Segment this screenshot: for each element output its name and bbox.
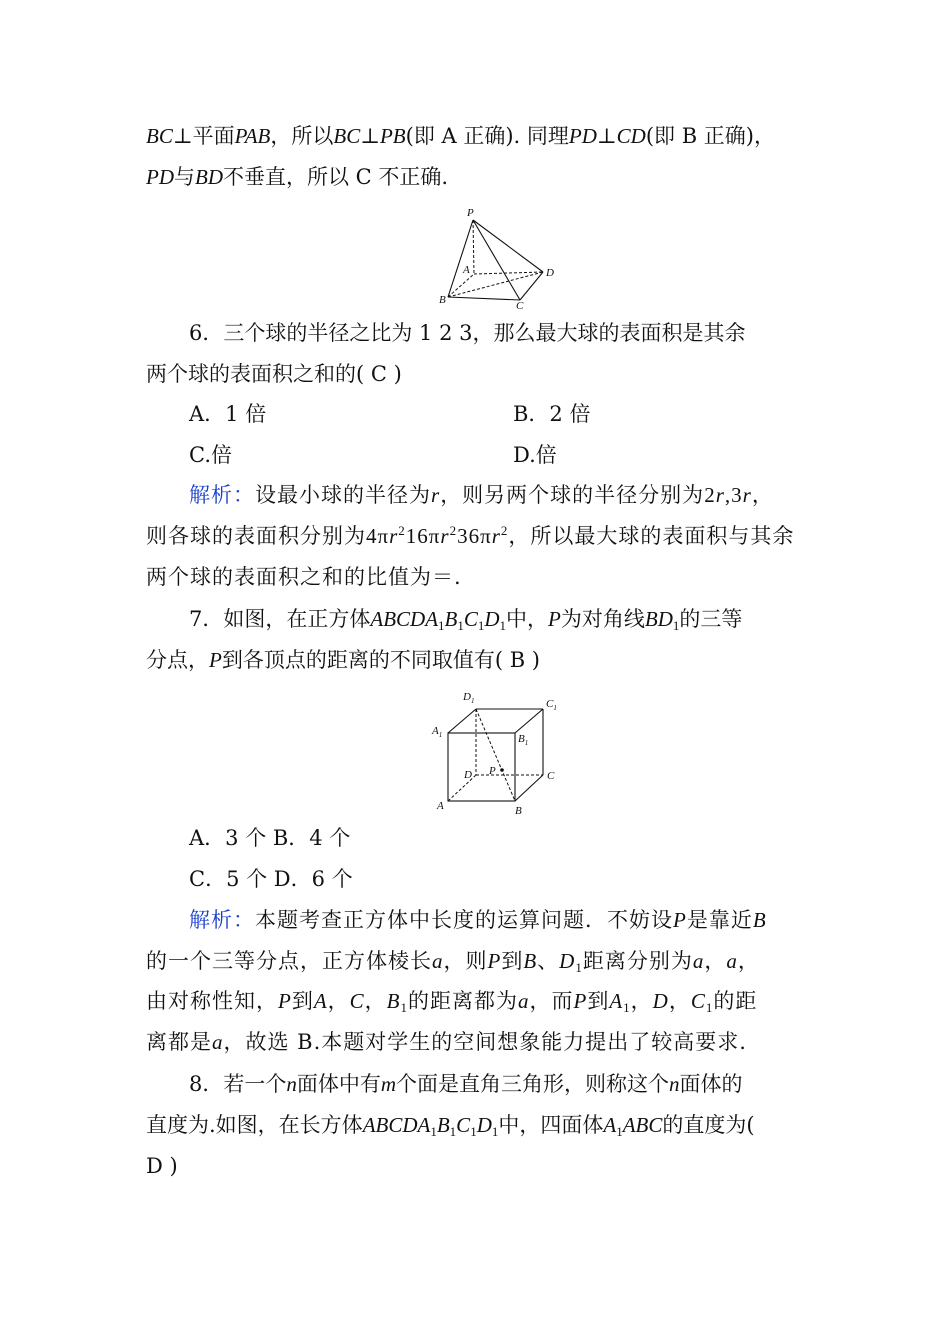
label-C: C [516,300,524,310]
math-A: A [603,1113,617,1137]
math-ABCDA: ABCDA [370,607,439,631]
math-BD: BD [195,165,223,189]
text: 的三等 [679,607,743,631]
math-sup: 2 [398,523,406,538]
math-D: D [559,949,576,973]
pyramid-figure [430,205,560,310]
label-D: D [464,769,472,781]
edge-CD [520,272,543,300]
text: ， [751,483,774,507]
math-sub: 1 [499,618,507,633]
math-A: A [609,989,624,1013]
q6-option-d: D.倍 [513,443,557,467]
text: 由对称性知， [146,989,278,1013]
q7-options-ab: A．3 个 B．4 个 [189,826,351,850]
text: ， [668,989,691,1013]
math-D: D [476,1113,492,1137]
math-sub: 1 [575,960,583,975]
text: 面体中有 [296,1072,381,1096]
math-BC: BC [146,124,173,148]
math-sub: 1 [449,1124,457,1139]
math-C: C [349,989,365,1013]
math-a: a [692,949,705,973]
math-a: a [726,949,738,973]
label-A: A [463,264,470,276]
text: ，所以 [270,124,334,148]
q6-stem-line-2: 两个球的表面积之和的( C ) [146,362,402,386]
text: ⊥ [596,124,617,148]
math-sub: 1 [623,1000,631,1015]
math-sub: 1 [672,618,680,633]
edge-AD [474,272,543,274]
math-P: P [209,648,222,672]
q7-stem-line-2 [146,645,540,675]
math-ABC: ABC [622,1113,663,1137]
math-2: 2 [704,483,716,507]
text: 分点， [146,648,209,672]
math-BD: BD [644,607,673,631]
q6-stem-line-1: 6．三个球的半径之比为 1 2 3，那么最大球的表面积是其余 [189,321,746,345]
text: ⊥平面 [172,124,235,148]
math-16pi: 16π [405,524,441,548]
math-n: n [669,1072,680,1096]
text: 中，四面体 [498,1113,604,1137]
math-m: m [380,1072,397,1096]
math-3: ,3 [724,483,743,507]
text: 中， [506,607,549,631]
text: ，故选 B.本题对学生的空间想象能力提出了较高要求. [223,1030,747,1054]
q6-solution-line-3: 两个球的表面积之和的比值为＝. [146,565,462,589]
math-n: n [286,1072,297,1096]
math-r: r [389,524,399,548]
label-B: B [515,805,522,817]
math-PD: PD [568,124,597,148]
math-r: r [491,524,501,548]
diagonal-BD1 [476,709,515,801]
front-face [448,733,515,801]
solution-label: 解析： [189,483,255,507]
q7-solution-line-2 [146,946,760,976]
text: 则各球的表面积分别为 [146,524,366,548]
text: 设最小球的半径为 [255,483,431,507]
text: ， [630,989,653,1013]
q7-options-cd: C．5 个 D．6 个 [189,867,353,891]
text: 、 [537,949,560,973]
text: 为对角线 [560,607,645,631]
math-sub: 1 [457,618,464,633]
point-P [500,768,504,772]
text: ，而 [529,989,574,1013]
solution-label: 解析： [189,908,255,932]
math-B: B [752,908,767,932]
math-P: P [573,989,588,1013]
math-r: r [742,483,752,507]
math-P: P [548,607,561,631]
label-C: C [547,770,555,782]
math-r: r [440,524,450,548]
text: 到 [587,989,610,1013]
math-4pi: 4π [366,524,390,548]
math-PB: PB [379,124,406,148]
text: 离都是 [146,1030,212,1054]
q7-solution-line-4 [146,1027,747,1057]
text: ，所以最大球的表面积与其余 [508,524,795,548]
math-P: P [673,908,687,932]
q7-solution-line-1 [189,905,767,935]
q8-stem-line-3: D ) [146,1154,178,1178]
math-P: P [487,949,502,973]
text: ， [704,949,727,973]
text: ， [364,989,387,1013]
text: 面体的 [679,1072,743,1096]
math-sub: 1 [438,618,445,633]
label-D: D [546,267,554,279]
text: (即 A 正确). 同理 [405,124,569,148]
math-sup: 2 [500,523,509,538]
label-C1: $C_1$ [546,698,557,712]
text: 不垂直，所以 C 不正确. [223,165,449,189]
text: 与 [174,165,195,189]
math-ABCDA: ABCDA [362,1113,431,1137]
q6-option-a: A．1 倍 [189,402,267,426]
q8-stem-line-2 [146,1110,755,1140]
text: 的距 [713,989,758,1013]
q7-solution-line-3 [146,986,757,1016]
text: (即 B 正确)， [645,124,775,148]
edge-PD [473,220,543,272]
text: 7．如图，在正方体 [189,607,371,631]
label-D1: $D_1$ [463,691,475,705]
text: 直度为.如图，在长方体 [146,1113,363,1137]
label-A1: $A_1$ [432,725,443,739]
math-r: r [715,483,725,507]
text: ， [737,949,760,973]
math-sub: 1 [400,1000,408,1015]
edge-PC [473,220,520,300]
math-P: P [278,989,292,1013]
math-r: r [431,483,441,507]
math-D: D [484,607,500,631]
math-B: B [444,607,458,631]
text: 到 [501,949,524,973]
math-a: a [518,989,530,1013]
text: ⊥ [360,124,380,148]
math-C: C [690,989,706,1013]
math-sup: 2 [449,523,458,538]
math-A: A [313,989,328,1013]
label-B1: $B_1$ [518,733,529,747]
math-B: B [386,989,401,1013]
label-P: P [489,765,496,777]
math-sub: 1 [491,1124,499,1139]
math-a: a [212,1030,224,1054]
math-sub: 1 [616,1124,623,1139]
math-D: D [652,989,669,1013]
text: 是靠近 [686,908,753,932]
math-a: a [432,949,444,973]
text: ， [327,989,350,1013]
edge-PA [473,220,474,274]
text: 距离分别为 [582,949,693,973]
cube-figure [428,688,568,818]
text: 的直度为( [662,1113,755,1137]
q6-solution-line-1 [189,480,774,510]
math-B: B [523,949,538,973]
text: ，则另两个球的半径分别为 [440,483,705,507]
label-B: B [439,294,446,306]
q5-solution-line-1 [146,121,775,151]
label-P: P [467,207,474,219]
math-BC: BC [333,124,361,148]
text: ，则 [443,949,488,973]
text: 个面是直角三角形，则称这个 [396,1072,670,1096]
q6-option-b: B．2 倍 [513,402,591,426]
q6-option-c: C.倍 [189,443,232,467]
math-B: B [436,1113,450,1137]
q6-solution-line-2 [146,521,794,551]
text: 本题考查正方体中长度的运算问题．不妨设 [255,908,673,932]
math-sub: 1 [705,1000,714,1015]
math-sub: 1 [477,618,485,633]
q7-stem-line-1 [189,604,742,634]
text: 的一个三等分点，正方体棱长 [146,949,432,973]
math-sub: 1 [430,1124,437,1139]
text: 的距离都为 [408,989,518,1013]
text: 8．若一个 [189,1072,287,1096]
math-36pi: 36π [457,524,492,548]
math-sub: 1 [470,1124,477,1139]
math-C: C [463,607,478,631]
math-PD: PD [146,165,174,189]
text: 到 [291,989,314,1013]
math-CD: CD [616,124,646,148]
q8-stem-line-1 [189,1069,743,1099]
text: 到各顶点的距离的不同取值有( B ) [221,648,540,672]
label-A: A [437,800,444,812]
math-C: C [456,1113,471,1137]
q5-solution-line-2 [146,162,448,192]
edge-BC [448,297,520,300]
math-PAB: PAB [234,124,271,148]
